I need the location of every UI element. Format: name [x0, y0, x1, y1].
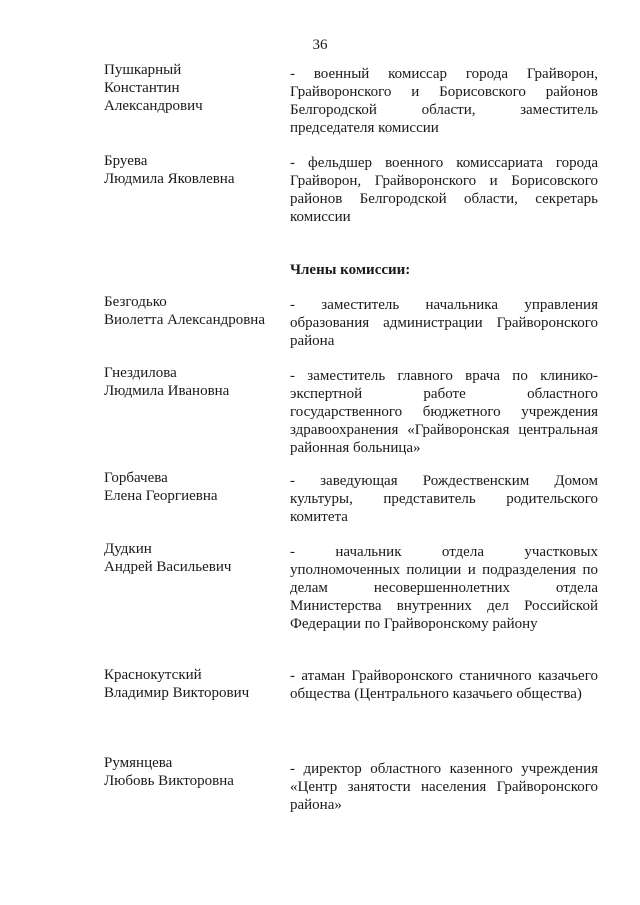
- name-line: Гнездилова: [104, 365, 177, 381]
- name-line: Румянцева: [104, 755, 173, 771]
- person-name-1: [104, 152, 274, 188]
- person-name-3: [104, 364, 274, 400]
- section-heading: Члены комиссии:: [290, 262, 411, 278]
- person-name-2: [104, 293, 274, 329]
- person-role-6: - атаман Грайворонского станичного казачьего общества (Центрального казачьего общества): [290, 668, 598, 702]
- person-role-0: - военный комиссар города Грайворон, Грайворонского и Борисовского районов Белгородской области, заместитель председателя комиссии: [290, 66, 598, 136]
- name-line: Андрей Васильевич: [104, 559, 232, 575]
- person-role-3: - заместитель главного врача по клинико-экспертной работе областного государственного бюджетного учреждения здравоохранения «Грайворонская центральная районная больница»: [290, 368, 598, 456]
- person-role-2: - заместитель начальника управления образования администрации Грайворонского района: [290, 297, 598, 349]
- name-line: Людмила Ивановна: [104, 383, 230, 399]
- person-role-7: - директор областного казенного учреждения «Центр занятости населения Грайворонского района»: [290, 761, 598, 813]
- name-line: Безгодько: [104, 294, 167, 310]
- person-name-0: [104, 61, 274, 115]
- name-line: Любовь Викторовна: [104, 773, 234, 789]
- name-line: Елена Георгиевна: [104, 488, 218, 504]
- person-name-4: [104, 469, 274, 505]
- name-line: Владимир Викторович: [104, 685, 250, 701]
- name-line: Людмила Яковлевна: [104, 171, 235, 187]
- name-line: Горбачева: [104, 470, 168, 486]
- name-line: Пушкарный: [104, 62, 182, 78]
- name-line: Константин: [104, 80, 180, 96]
- person-role-1: - фельдшер военного комиссариата города Грайворон, Грайворонского и Борисовского районов Белгородской области, секретарь комиссии: [290, 155, 598, 225]
- page-number: 36: [312, 37, 328, 53]
- name-line: Дудкин: [104, 541, 152, 557]
- name-line: Бруева: [104, 153, 148, 169]
- name-line: Виолетта Александровна: [104, 312, 265, 328]
- name-line: Александрович: [104, 98, 203, 114]
- person-name-7: [104, 754, 274, 790]
- person-role-5: - начальник отдела участковых уполномоченных полиции и подразделения по делам несовершеннолетних отдела Министерства внутренних дел Российской Федерации по Грайворонскому району: [290, 544, 598, 632]
- person-name-6: [104, 666, 274, 702]
- person-role-4: - заведующая Рождественским Домом культуры, представитель родительского комитета: [290, 473, 598, 525]
- person-name-5: [104, 540, 274, 576]
- name-line: Краснокутский: [104, 667, 202, 683]
